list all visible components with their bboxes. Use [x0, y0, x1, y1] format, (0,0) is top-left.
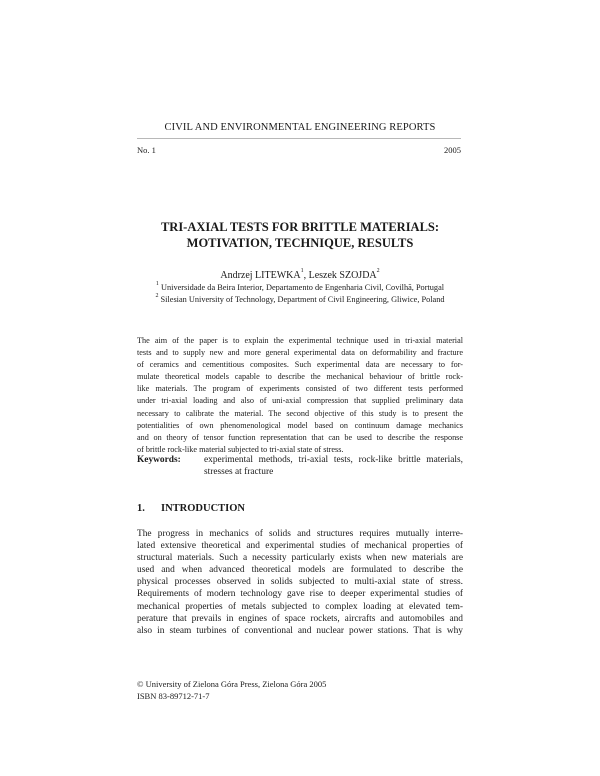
header-rule [137, 138, 461, 139]
abstract-line: of ceramics and cementitious composites. Such experimental data are necessary to for- [137, 360, 463, 370]
abstract-line: mulate theoretical models capable to describe the mechanical behaviour of brittle rock- [137, 372, 463, 382]
abstract-line: potentialities of own phenomenological model based on continuum damage mechanics [137, 420, 463, 430]
author-1-sup: 1 [300, 268, 304, 274]
section-number: 1. [137, 503, 145, 514]
abstract [137, 335, 463, 456]
author-2-sup: 2 [376, 268, 380, 274]
section-title: INTRODUCTION [161, 503, 246, 514]
intro-line: mechanical properties of metals subjected to complex loading at elevated tem- [137, 601, 463, 612]
abstract-line: tests and to supply new and more general experimental data on deformability and fracture [137, 348, 463, 358]
introduction-body [137, 528, 463, 637]
abstract-line: The aim of the paper is to explain the experimental technique used in tri-axial material [137, 336, 463, 345]
issue-year: 2005 [444, 145, 461, 155]
copyright-text: © University of Zielona Góra Press, Zielona Góra 2005 [137, 679, 327, 689]
title-line-2: MOTIVATION, TECHNIQUE, RESULTS [186, 236, 414, 250]
keywords-text [204, 454, 463, 478]
abstract-line: like materials. The program of experiments consisted of two different tests performed [137, 384, 463, 394]
intro-line: The progress in mechanics of solids and structures requires mutually interre- [137, 529, 463, 539]
author-list [0, 270, 600, 281]
affiliation-2-text: Silesian University of Technology, Department of Civil Engineering, Gliwice, Poland [160, 295, 445, 304]
intro-line: Requirements of modern technology gave rise to deeper experimental studies of [137, 589, 463, 600]
keywords-line-1: experimental methods, tri-axial tests, rock-like brittle materials, [204, 455, 463, 465]
intro-line: perature that prevails in engines of space rockets, aircrafts and automobiles and [137, 613, 463, 624]
intro-line: physical processes observed in solids subjected to multi-axial state of stress. [137, 577, 463, 588]
keywords-line-2: stresses at fracture [204, 467, 274, 477]
author-1: Andrzej LITEWKA [220, 270, 301, 281]
keywords-label: Keywords: [137, 455, 181, 465]
journal-name: CIVIL AND ENVIRONMENTAL ENGINEERING REPORTS [164, 122, 436, 133]
section-heading [137, 503, 245, 514]
affiliation-2 [0, 295, 600, 304]
affiliation-1 [0, 283, 600, 292]
affiliation-1-text: Universidade da Beira Interior, Departamento de Engenharia Civil, Covilhã, Portugal [161, 283, 445, 292]
intro-line: structural materials. Such a necessity particularly exists when new materials are [137, 553, 463, 564]
keywords-block [137, 454, 463, 478]
affiliation-1-sup: 1 [155, 281, 159, 287]
abstract-line: of brittle rock-like material subjected to tri-axial state of stress. [137, 444, 344, 454]
affiliation-2-sup: 2 [155, 293, 159, 299]
paper-title [0, 219, 600, 251]
author-separator: , [303, 270, 309, 281]
abstract-line: and on theory of tensor function representation that can be used to describe the response [137, 432, 463, 442]
intro-line: lated extensive theoretical and experimental studies of mechanical properties of [137, 541, 463, 552]
intro-line: used and when advanced theoretical models are formulated to describe the [137, 565, 463, 576]
abstract-line: necessary to calibrate the material. The second objective of this study is to present the [137, 408, 463, 418]
abstract-line: under tri-axial loading and also of uni-axial compression that supplied preliminary data [137, 396, 463, 406]
issue-number: No. 1 [137, 145, 156, 155]
author-2: Leszek SZOJDA [308, 270, 377, 281]
intro-line: also in steam turbines of conventional and nuclear power stations. That is why [137, 625, 463, 636]
isbn-text: ISBN 83-89712-71-7 [137, 690, 210, 701]
title-line-1: TRI-AXIAL TESTS FOR BRITTLE MATERIALS: [160, 220, 440, 234]
copyright-footer [137, 679, 326, 702]
